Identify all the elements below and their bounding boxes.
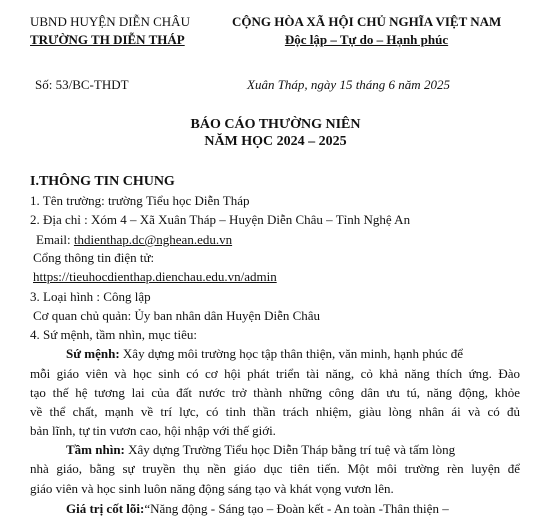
email-label: Email: — [36, 232, 74, 247]
email-line — [36, 232, 232, 248]
republic-title: CỘNG HÒA XÃ HỘI CHỦ NGHĨA VIỆT NAM — [232, 14, 502, 29]
portal-link[interactable]: https://tieuhocdienthap.dienchau.edu.vn/admin — [33, 269, 277, 284]
email-link[interactable]: thdienthap.dc@nghean.edu.vn — [73, 232, 233, 247]
place-date: Xuân Tháp, ngày 15 tháng 6 năm 2025 — [247, 77, 450, 92]
core-values-label: Giá trị cốt lõi: — [66, 501, 145, 516]
core-values-line — [66, 501, 449, 517]
report-title: BÁO CÁO THƯỜNG NIÊN — [190, 117, 361, 132]
school-name-line: 1. Tên trường: trường Tiểu học Diễn Tháp — [30, 193, 250, 208]
mission-line-1: mỗi giáo viên và học sinh có cơ hội phát triển tài năng, cỏ khả năng thích ứng. Đào — [30, 366, 520, 381]
mission-first-line — [66, 346, 463, 362]
mission-line-0: Xây dựng môi trường học tập thân thiện, văn minh, hạnh phúc để — [119, 346, 464, 361]
mission-line-4: bản lĩnh, tự tin vươn cao, hội nhập với thế giới. — [30, 423, 276, 438]
portal-label: Cổng thông tin điện tử: — [33, 250, 155, 265]
school-name-header: TRƯỜNG TH DIỄN THÁP — [30, 32, 185, 47]
type-line: 3. Loại hình : Công lập — [30, 289, 151, 304]
mission-line-3: về thể chất, mạnh về trí lực, có tinh thần trách nhiệm, giàu lòng nhân ái và có đủ — [30, 404, 520, 419]
authority-line: Cơ quan chủ quản: Ủy ban nhân dân Huyện Diễn Châu — [33, 308, 321, 323]
document-number: Số: 53/BC-THDT — [35, 77, 129, 92]
agency-name: UBND HUYỆN DIỄN CHÂU — [30, 14, 190, 29]
mission-label: Sứ mệnh: — [66, 346, 120, 361]
motto: Độc lập – Tự do – Hạnh phúc — [284, 32, 449, 47]
mission-line-2: tạo thế hệ tương lai của đất nước trở thành những công dân ưu tú, năng động, khỏe — [30, 385, 520, 400]
vision-label: Tầm nhìn: — [66, 442, 125, 457]
core-values-text: “Năng động - Sáng tạo – Đoàn kết - An toàn -Thân thiện – — [144, 501, 449, 516]
address-line: 2. Địa chỉ : Xóm 4 – Xã Xuân Tháp – Huyện Diễn Châu – Tỉnh Nghệ An — [30, 212, 411, 227]
section-heading: I.THÔNG TIN CHUNG — [30, 174, 175, 189]
vision-line-2: giáo viên và học sinh luôn năng động sáng tạo và khát vọng vươn lên. — [30, 481, 394, 496]
mission-heading: 4. Sứ mệnh, tầm nhìn, mục tiêu: — [30, 327, 198, 342]
school-year: NĂM HỌC 2024 – 2025 — [204, 134, 347, 149]
vision-first-line — [66, 442, 455, 458]
vision-line-0: Xây dựng Trường Tiểu học Diễn Tháp bằng trí tuệ và tấm lòng — [124, 442, 456, 457]
vision-line-1: nhà giáo, bằng sự truyền thụ nền giáo dục tiên tiến. Một môi trường rèn luyện để — [30, 461, 520, 476]
